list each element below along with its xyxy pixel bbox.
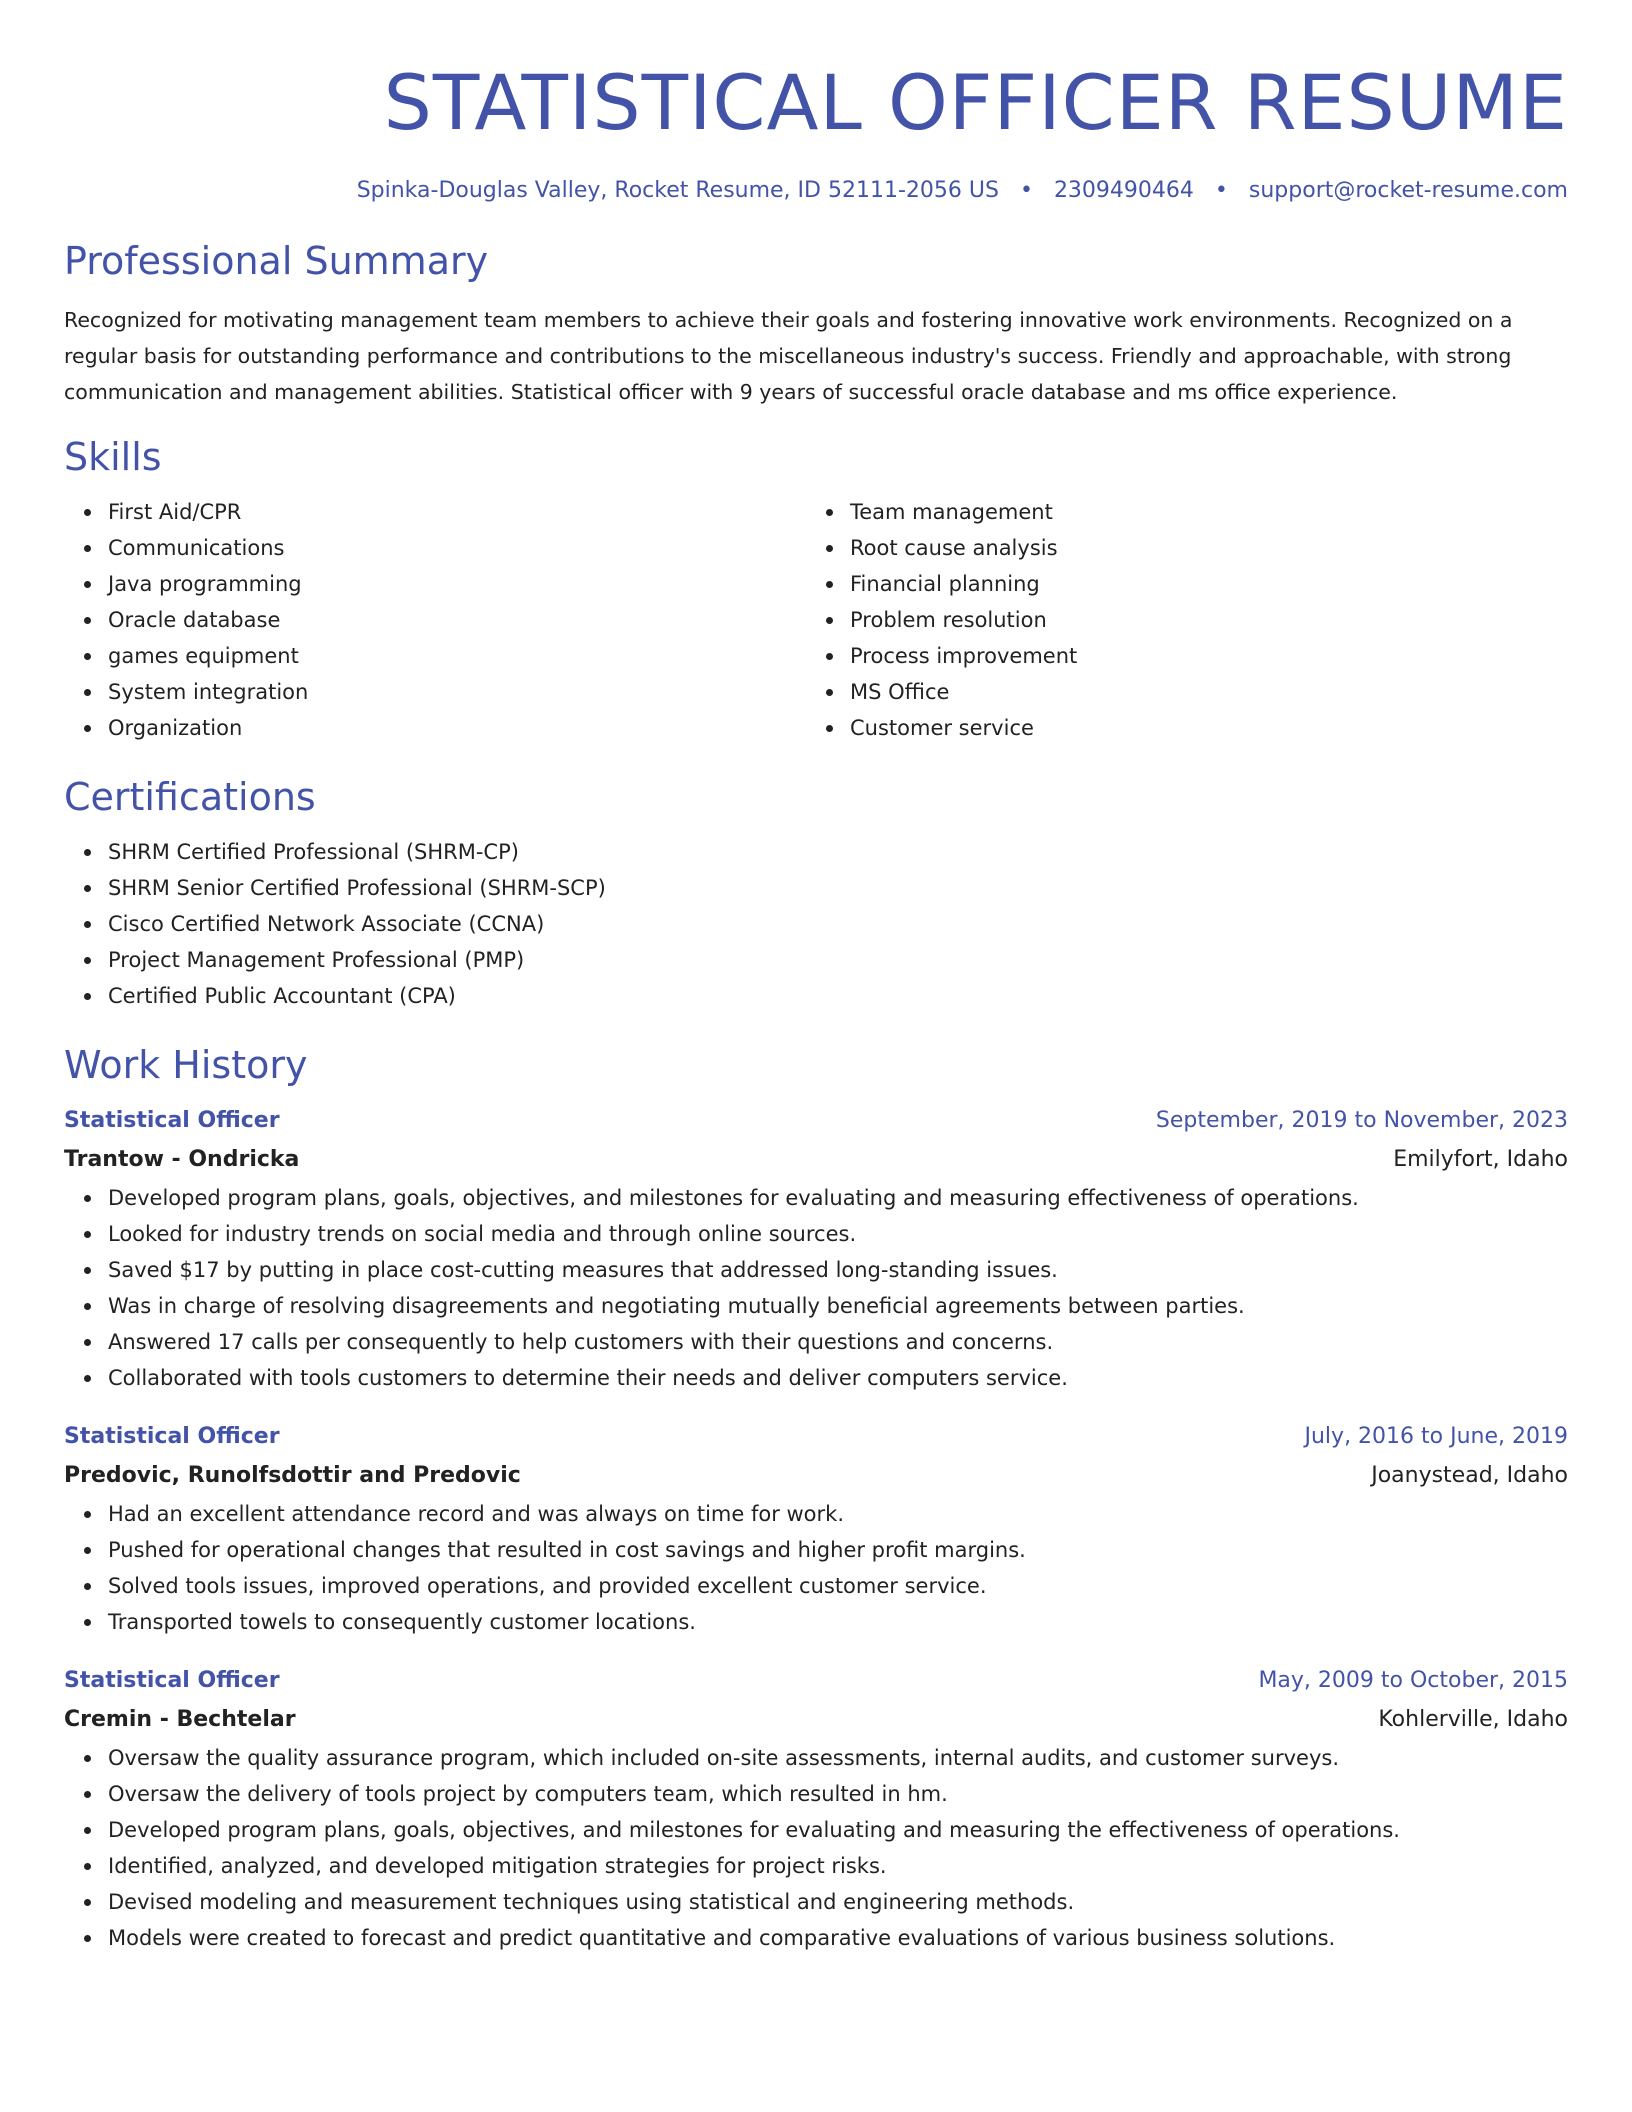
- contact-separator: •: [1019, 178, 1033, 203]
- contact-address: Spinka-Douglas Valley, Rocket Resume, ID 52111-2056 US: [356, 178, 999, 203]
- skill-item: Problem resolution: [850, 602, 1548, 638]
- certification-item: SHRM Senior Certified Professional (SHRM-SCP): [108, 870, 1568, 906]
- skill-item: Financial planning: [850, 566, 1548, 602]
- job-bullet-list: [64, 1740, 1568, 1956]
- job-title: Statistical Officer: [64, 1424, 280, 1449]
- job-company-row: [64, 1140, 1568, 1180]
- skill-item: Team management: [850, 494, 1548, 530]
- job-bullet: Developed program plans, goals, objectives, and milestones for evaluating and measuring the effectiveness of operations.: [108, 1812, 1568, 1848]
- certification-item: Cisco Certified Network Associate (CCNA): [108, 906, 1568, 942]
- job-location: Joanystead, Idaho: [1371, 1463, 1568, 1488]
- certification-item: Project Management Professional (PMP): [108, 942, 1568, 978]
- certification-item: SHRM Certified Professional (SHRM-CP): [108, 834, 1568, 870]
- skill-item: First Aid/CPR: [108, 494, 806, 530]
- job-company-row: [64, 1700, 1568, 1740]
- job-company: Cremin - Bechtelar: [64, 1707, 296, 1732]
- skill-item: Customer service: [850, 710, 1548, 746]
- work-history-heading: Work History: [64, 1043, 308, 1087]
- summary-section: [64, 236, 1568, 410]
- job-bullet: Pushed for operational changes that resulted in cost savings and higher profit margins.: [108, 1532, 1568, 1568]
- job-bullet-list: [64, 1180, 1568, 1396]
- job-bullet: Models were created to forecast and predict quantitative and comparative evaluations of various business solutions.: [108, 1920, 1568, 1956]
- job-bullet: Had an excellent attendance record and was always on time for work.: [108, 1496, 1568, 1532]
- job-entry: [64, 1418, 1568, 1640]
- job-title-row: [64, 1418, 1568, 1456]
- job-bullet: Oversaw the quality assurance program, which included on-site assessments, internal audits, and customer surveys.: [108, 1740, 1568, 1776]
- contact-email[interactable]: support@rocket-resume.com: [1248, 178, 1568, 203]
- job-dates: July, 2016 to June, 2019: [1304, 1424, 1568, 1449]
- job-company: Predovic, Runolfsdottir and Predovic: [64, 1463, 521, 1488]
- work-history-section: [64, 1040, 1568, 1956]
- certifications-heading: Certifications: [64, 775, 316, 819]
- skill-item: Process improvement: [850, 638, 1548, 674]
- job-bullet: Identified, analyzed, and developed mitigation strategies for project risks.: [108, 1848, 1568, 1884]
- skills-column-right: [806, 494, 1548, 746]
- skills-list-left: [64, 494, 806, 746]
- job-dates: September, 2019 to November, 2023: [1155, 1108, 1568, 1133]
- job-bullet: Developed program plans, goals, objectives, and milestones for evaluating and measuring effectiveness of operations.: [108, 1180, 1568, 1216]
- contact-line: [64, 176, 1568, 206]
- skills-column-left: [64, 494, 806, 746]
- job-title-row: [64, 1662, 1568, 1700]
- skill-item: Root cause analysis: [850, 530, 1548, 566]
- job-title: Statistical Officer: [64, 1668, 280, 1693]
- job-bullet: Looked for industry trends on social media and through online sources.: [108, 1216, 1568, 1252]
- jobs-container: [64, 1102, 1568, 1956]
- skills-grid: [64, 494, 1568, 746]
- job-location: Kohlerville, Idaho: [1378, 1707, 1568, 1732]
- contact-separator: •: [1214, 178, 1228, 203]
- skill-item: Java programming: [108, 566, 806, 602]
- summary-text: Recognized for motivating management team members to achieve their goals and fostering innovative work environments. Recognized on a regular basis for outstanding performance and contributions to the miscellaneous industry's success. Friendly and approachable, with strong communication and management abilities. Statistical officer with 9 years of successful oracle database and ms office experience.: [64, 308, 1513, 404]
- job-title-row: [64, 1102, 1568, 1140]
- resume-title: STATISTICAL OFFICER RESUME: [383, 58, 1568, 147]
- skill-item: Organization: [108, 710, 806, 746]
- job-bullet: Answered 17 calls per consequently to help customers with their questions and concerns.: [108, 1324, 1568, 1360]
- skill-item: MS Office: [850, 674, 1548, 710]
- job-bullet: Saved $17 by putting in place cost-cutting measures that addressed long-standing issues.: [108, 1252, 1568, 1288]
- job-location: Emilyfort, Idaho: [1393, 1147, 1568, 1172]
- job-bullet: Was in charge of resolving disagreements and negotiating mutually beneficial agreements between parties.: [108, 1288, 1568, 1324]
- skill-item: Oracle database: [108, 602, 806, 638]
- skill-item: games equipment: [108, 638, 806, 674]
- skills-heading: Skills: [64, 435, 162, 479]
- job-entry: [64, 1662, 1568, 1956]
- skills-list-right: [806, 494, 1548, 746]
- certification-item: Certified Public Accountant (CPA): [108, 978, 1568, 1014]
- certifications-list: [64, 834, 1568, 1014]
- job-bullet: Solved tools issues, improved operations, and provided excellent customer service.: [108, 1568, 1568, 1604]
- contact-phone: 2309490464: [1053, 178, 1194, 203]
- resume-header: [64, 52, 1568, 206]
- job-title: Statistical Officer: [64, 1108, 280, 1133]
- job-bullet: Collaborated with tools customers to determine their needs and deliver computers service.: [108, 1360, 1568, 1396]
- summary-heading: Professional Summary: [64, 239, 489, 283]
- job-bullet: Devised modeling and measurement techniques using statistical and engineering methods.: [108, 1884, 1568, 1920]
- job-bullet: Oversaw the delivery of tools project by computers team, which resulted in hm.: [108, 1776, 1568, 1812]
- job-dates: May, 2009 to October, 2015: [1258, 1668, 1568, 1693]
- skill-item: Communications: [108, 530, 806, 566]
- skill-item: System integration: [108, 674, 806, 710]
- job-company: Trantow - Ondricka: [64, 1147, 300, 1172]
- skills-section: [64, 432, 1568, 746]
- job-bullet-list: [64, 1496, 1568, 1640]
- job-entry: [64, 1102, 1568, 1396]
- job-bullet: Transported towels to consequently customer locations.: [108, 1604, 1568, 1640]
- certifications-section: [64, 772, 1568, 1014]
- job-company-row: [64, 1456, 1568, 1496]
